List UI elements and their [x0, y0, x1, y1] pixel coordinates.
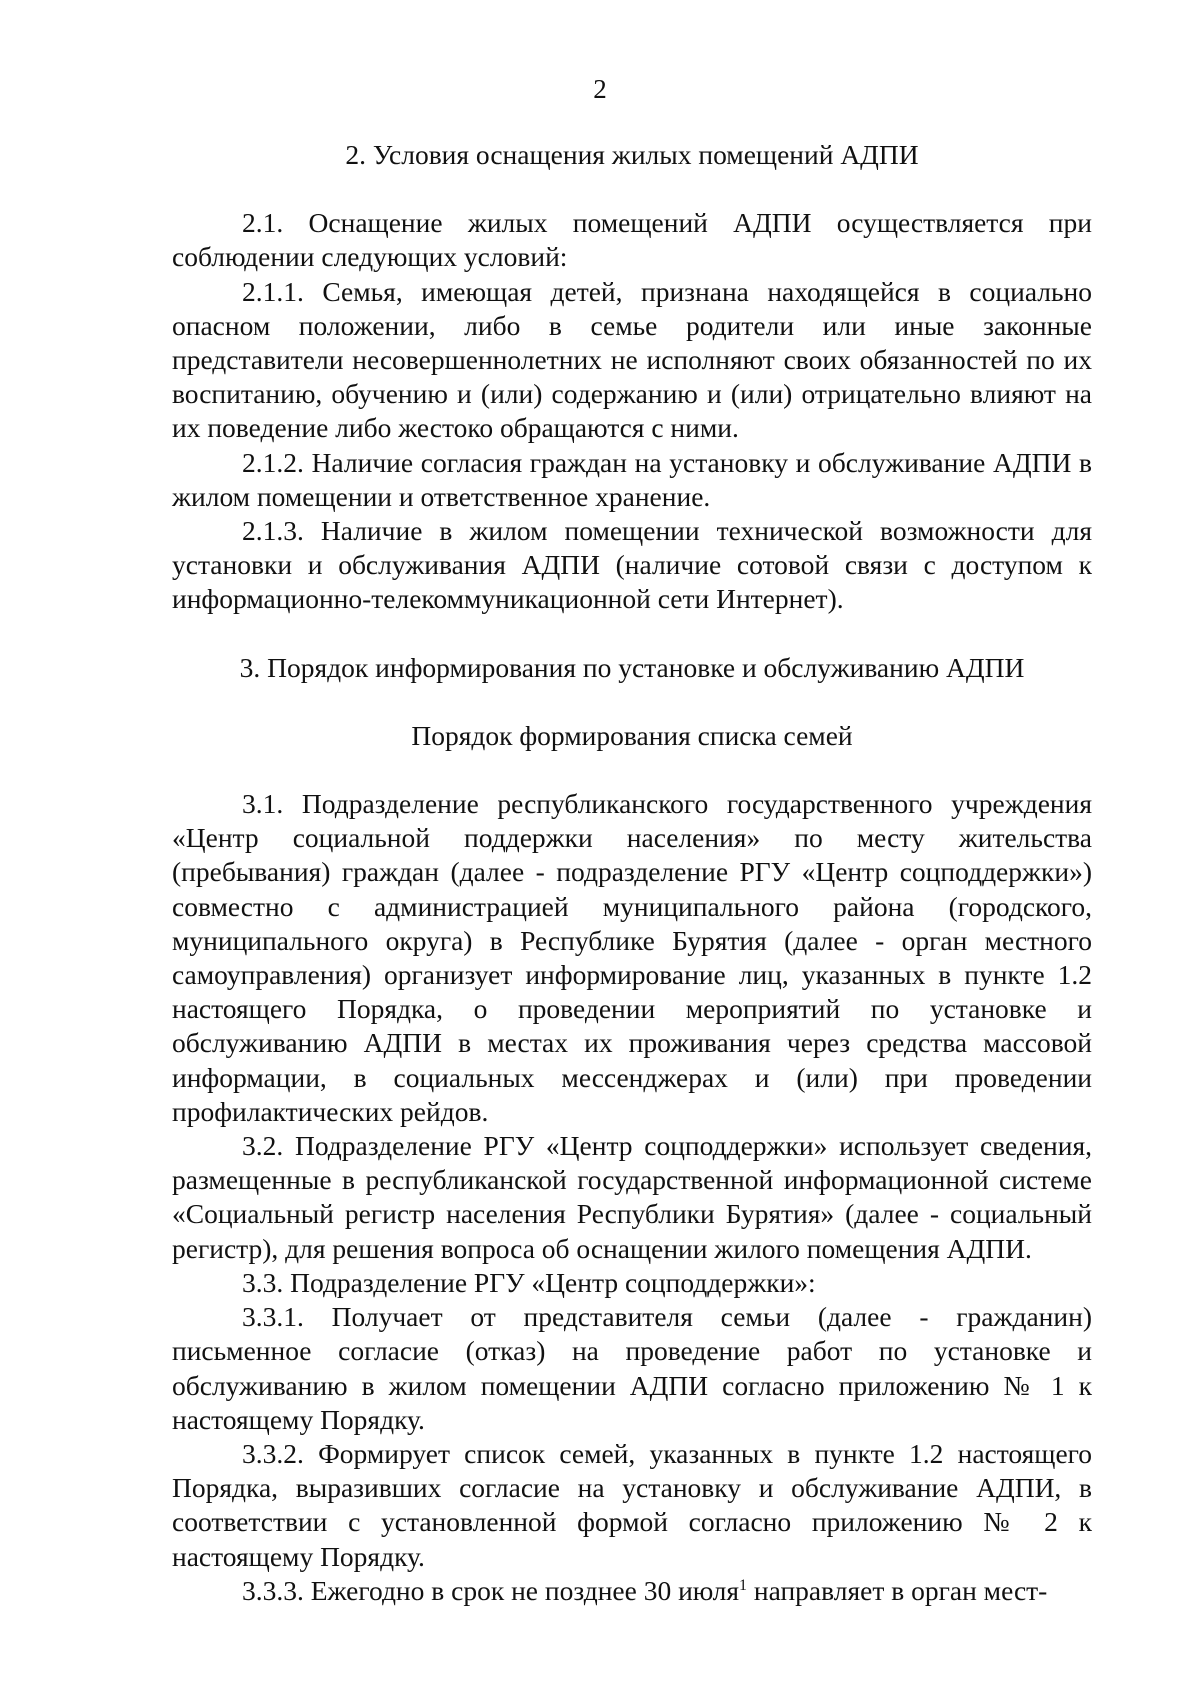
paragraph-3-3: 3.3. Подразделение РГУ «Центр соцподдержки»:: [242, 1266, 816, 1298]
paragraph-3-1: 3.1. Подразделение республиканского государственного учреждения «Центр социальной поддержки населения» по месту жительства (пребывания) граждан (далее - подразделение РГУ «Центр соцподдержки») совместно с администрацией муниципального района (городского, муниципального округа) в Республике Бурятия (далее - орган местного самоуправления) организует информирование лиц, указанных в пункте 1.2 настоящего Порядка, о проведении мероприятий по установке и обслуживанию АДПИ в местах их проживания через средства массовой информации, в социальных мессенджерах и (или) при проведении профилактических рейдов.: [172, 788, 1092, 1127]
paragraph-3-3-3-start: 3.3.3. Ежегодно в срок не позднее 30 июля: [242, 1574, 740, 1606]
section-3-subtitle: Порядок формирования списка семей: [411, 719, 853, 751]
paragraph-3-3-3-end: направляет в орган мест-: [747, 1574, 1048, 1606]
document-body: [172, 138, 1092, 1608]
paragraph-3-3-1: 3.3.1. Получает от представителя семьи (далее - гражданин) письменное согласие (отказ) на проведение работ по установке и обслуживанию в жилом помещении АДПИ согласно приложению № 1 к настоящему Порядку.: [172, 1301, 1092, 1435]
paragraph-2-1-3: 2.1.3. Наличие в жилом помещении технической возможности для установки и обслуживания АДПИ (наличие сотовой связи с доступом к информационно-телекоммуникационной сети Интернет).: [172, 515, 1092, 615]
paragraph-3-2: 3.2. Подразделение РГУ «Центр соцподдержки» использует сведения, размещенные в республиканской государственной информационной системе «Социальный регистр населения Республики Бурятия» (далее - социальный регистр), для решения вопроса об оснащении жилого помещения АДПИ.: [172, 1130, 1092, 1264]
paragraph-2-1-2: 2.1.2. Наличие согласия граждан на установку и обслуживание АДПИ в жилом помещении и ответственное хранение.: [172, 446, 1092, 512]
page-number: 2: [593, 74, 607, 104]
footnote-mark[interactable]: 1: [739, 1576, 748, 1594]
paragraph-3-3-2: 3.3.2. Формирует список семей, указанных в пункте 1.2 настоящего Порядка, выразивших согласие на установку и обслуживание АДПИ, в соответствии с установленной формой согласно приложению № 2 к настоящему Порядку.: [172, 1437, 1092, 1572]
section-3-title: 3. Порядок информирования по установке и обслуживанию АДПИ: [239, 651, 1025, 683]
paragraph-2-1-1: 2.1.1. Семья, имеющая детей, признана находящейся в социально опасном положении, либо в семье родители или иные законные представители несовершеннолетних не исполняют своих обязанностей по их воспитанию, обучению и (или) содержанию и (или) отрицательно влияют на их поведение либо жестоко обращаются с ними.: [172, 275, 1092, 444]
paragraph-2-1: 2.1. Оснащение жилых помещений АДПИ осуществляется при соблюдении следующих условий:: [172, 207, 1092, 273]
paragraph-3-3-3: [172, 1574, 1092, 1608]
section-2-title: 2. Условия оснащения жилых помещений АДПИ: [345, 139, 919, 170]
